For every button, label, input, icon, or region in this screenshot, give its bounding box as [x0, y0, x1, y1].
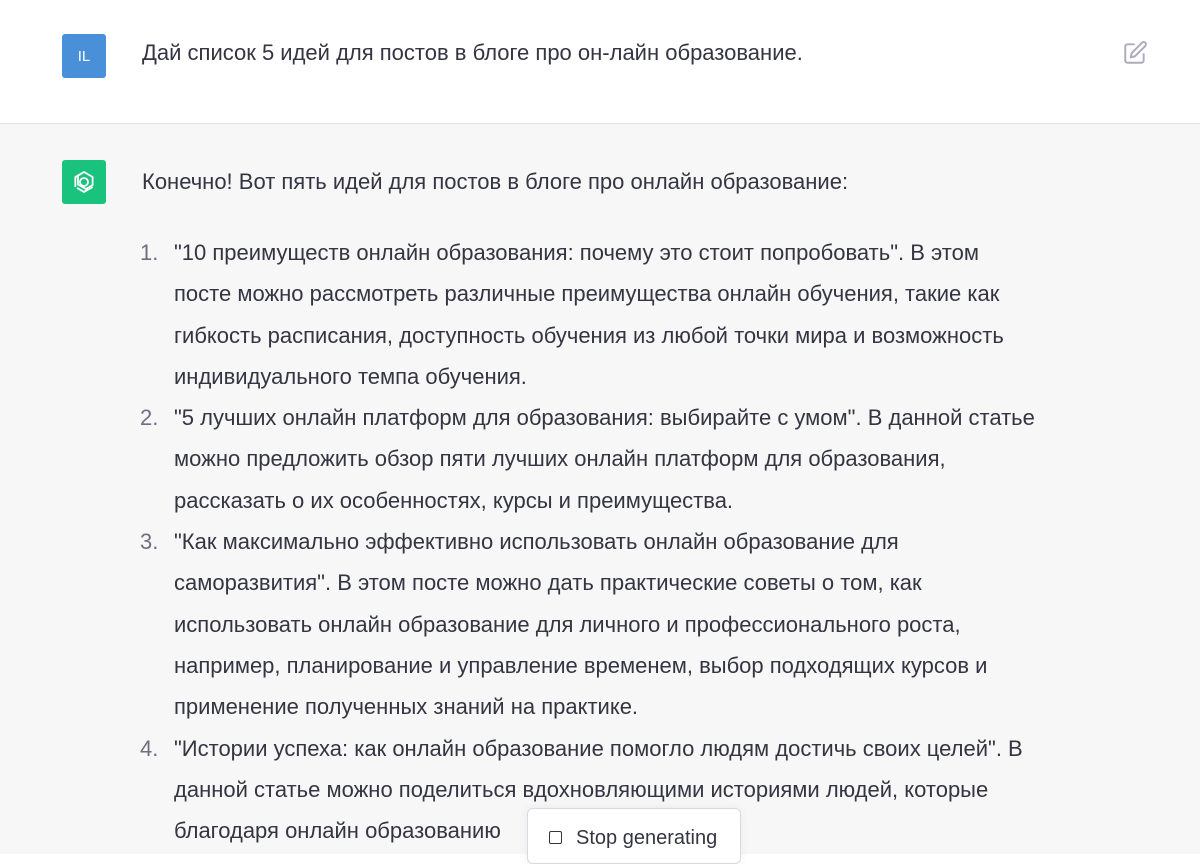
- list-item-line: "5 лучших онлайн платформ для образования: выбирайте с умом". В данной статье: [174, 405, 1035, 431]
- list-item-line: "Истории успеха: как онлайн образование помогло людям достичь своих целей". В: [174, 735, 1023, 761]
- list-item-line: применение полученных знаний на практике.: [174, 694, 639, 720]
- assistant-message-row: [0, 124, 1200, 854]
- list-item: [142, 232, 1102, 397]
- assistant-avatar: [62, 160, 106, 204]
- user-avatar-initials: IL: [77, 47, 91, 65]
- list-item-line: благодаря онлайн образованию: [174, 818, 501, 844]
- list-item-line: рассказать о их особенностях, курсы и преимущества.: [174, 487, 734, 513]
- list-item-line: можно предложить обзор пяти лучших онлайн платформ для образования,: [174, 446, 946, 472]
- list-item: [142, 521, 1102, 727]
- user-message-text: Дай список 5 идей для постов в блоге про он-лайн образование.: [142, 40, 803, 65]
- list-item-line: "10 преимуществ онлайн образования: почему это стоит попробовать". В этом: [174, 240, 979, 265]
- openai-logo-icon: [69, 167, 99, 197]
- assistant-intro-text: Конечно! Вот пять идей для постов в блоге про онлайн образование:: [142, 169, 849, 194]
- list-item-number: 1.: [140, 240, 159, 265]
- list-item-line: индивидуального темпа обучения.: [174, 363, 527, 389]
- list-item-line: посте можно рассмотреть различные преимущества онлайн обучения, такие как: [174, 281, 1000, 307]
- user-message-row: [0, 0, 1200, 124]
- list-item: [142, 397, 1102, 521]
- list-item-line: "Как максимально эффективно использовать онлайн образование для: [174, 529, 899, 555]
- edit-icon[interactable]: [1122, 40, 1148, 66]
- list-item-line: гибкость расписания, доступность обучения из любой точки мира и возможность: [174, 322, 1004, 348]
- ideas-list: [142, 232, 1102, 851]
- list-item-line: использовать онлайн образование для личного и профессионального роста,: [174, 611, 961, 637]
- stop-generating-button[interactable]: [527, 808, 741, 864]
- stop-generating-label: Stop generating: [576, 827, 718, 849]
- list-item-number: 3.: [140, 529, 159, 555]
- stop-icon: [549, 831, 562, 844]
- list-item-number: 2.: [140, 405, 159, 431]
- list-item-number: 4.: [140, 735, 159, 761]
- list-item-line: саморазвития". В этом посте можно дать практические советы о том, как: [174, 570, 922, 596]
- list-item-line: данной статье можно поделиться вдохновляющими историями людей, которые: [174, 776, 989, 802]
- list-item-line: например, планирование и управление временем, выбор подходящих курсов и: [174, 652, 988, 678]
- user-avatar: [62, 34, 106, 78]
